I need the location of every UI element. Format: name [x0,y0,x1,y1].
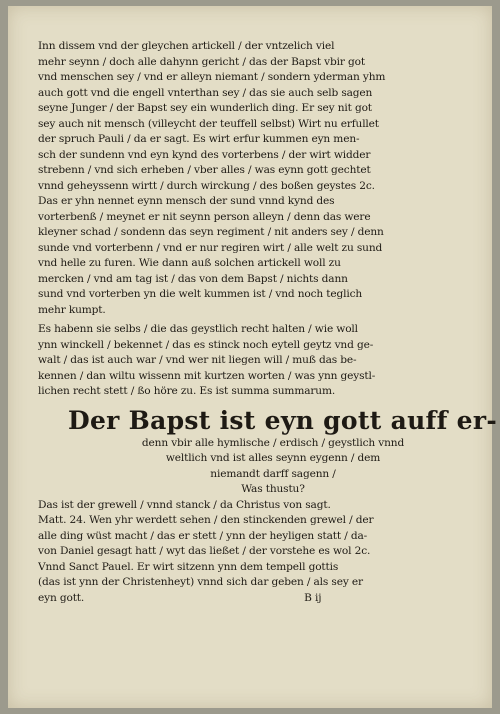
text-line: der spruch Pauli / da er sagt. Es wirt erfur kummen eyn men- [38,133,360,145]
text-line: vnd menschen sey / vnd er alleyn niemant / sondern yderman yhm [38,71,386,83]
text-line: alle ding wüst macht / das er stett / ynn der heyligen statt / da- [38,529,368,542]
text-line: lichen recht stett / ßo höre zu. Es ist summa summarum. [38,385,336,397]
text-line: Matt. 24. Wen yhr werdett sehen / den stinckenden grewel / der [38,514,374,526]
text-line: ynn winckell / bekennet / das es stinck noch eytell geytz vnd ge- [38,338,374,351]
text-line: kennen / dan wiltu wissenn mit kurtzen worten / was ynn geystl- [38,369,376,382]
paragraph-1 [38,39,468,318]
subheading-line: weltlich vnd ist alles seynn eygenn / dem [165,452,381,464]
text-line: mehr kumpt. [38,303,106,316]
text-line: Das ist der grewell / vnnd stanck / da Christus von sagt. [38,498,331,511]
text-line: mercken / vnd am tag ist / das von dem Bapst / nichts dann [38,272,348,285]
subheading-line: niemandt darff sagenn / [210,467,336,480]
text-line: sey auch nit mensch (villeycht der teuffell selbst) Wirt nu erfullet [38,117,379,130]
subheading-line: Was thustu? [241,483,305,495]
text-line: sch der sundenn vnd eyn kynd des vorterbens / der wirt widder [38,148,371,161]
text-line: vnd helle zu furen. Wie dann auß solchen artickell woll zu [38,257,341,269]
text-line: vnnd geheyssenn wirtt / durch wirckung / des boßen geystes 2c. [38,179,375,192]
subheading-line: denn vbir alle hymlische / erdisch / geystlich vnnd [141,436,405,449]
text-line: auch gott vnd die engell vnterthan sey / das sie auch selb sagen [38,86,373,99]
signature-mark: B ij [304,591,322,604]
text-line: (das ist ynn der Christenheyt) vnnd sich dar geben / als sey er [38,576,363,588]
text-line: Vnnd Sanct Pauel. Er wirt sitzenn ynn dem tempell gottis [38,560,339,573]
text-line: von Daniel gesagt hatt / wyt das ließet / der vorstehe es wol 2c. [38,545,371,557]
text-line: Das er yhn nennet eynn mensch der sund vnnd kynd des [38,195,335,207]
text-line: strebenn / vnd sich erheben / vber alles / was eynn gott gechtet [38,164,371,176]
book-page [8,6,498,708]
text-line: seyne Junger / der Bapst sey ein wunderlich ding. Er sey nit got [38,102,372,114]
text-line: walt / das ist auch war / vnd wer nit liegen will / muß das be- [38,354,357,366]
text-line: Inn dissem vnd der gleychen artickell / der vntzelich viel [38,40,335,52]
page-text [38,39,498,606]
text-line: eyn gott. [38,591,85,604]
text-line: sund vnd vorterben yn die welt kummen ist / vnd noch teglich [38,288,363,300]
paragraph-2 [38,322,468,400]
text-line: mehr seynn / doch alle dahynn gericht / das der Bapst vbir got [38,55,365,68]
text-line: vorterbenß / meynet er nit seynn person alleyn / denn das were [38,210,371,223]
last-line [38,591,468,607]
text-line: kleyner schad / sondenn das seyn regiment / nit anders sey / denn [38,226,384,238]
subheading [78,436,468,498]
text-line: sunde vnd vorterbenn / vnd er nur regiren wirt / alle welt zu sund [38,241,383,254]
section-heading: Der Bapst ist eyn gott auff er- [68,405,498,435]
paragraph-3 [38,498,468,607]
text-line: Es habenn sie selbs / die das geystlich recht halten / wie woll [38,323,358,335]
